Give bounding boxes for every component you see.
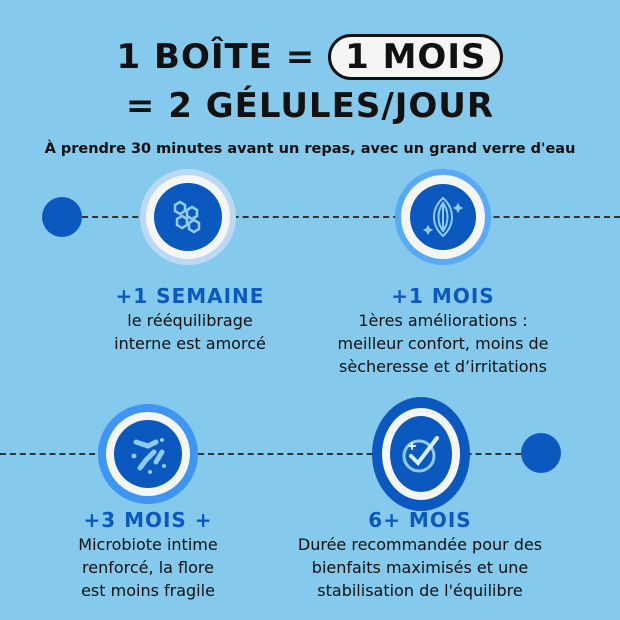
step-2-label: +1 MOIS [391,284,495,308]
step-2-icon-wrap [395,169,491,265]
desc-line: stabilisation de l'équilibre [317,581,523,600]
desc-line: interne est amorcé [114,334,266,353]
intimate-icon [410,184,476,250]
step-1-icon-wrap [140,169,236,265]
step-2-description [313,309,573,378]
step-4-icon-wrap [372,397,470,511]
duration-pill: 1 MOIS [328,34,503,80]
step-4-label: 6+ MOIS [368,508,472,532]
step-3-label: +3 MOIS + [83,508,213,532]
step-3-description [38,533,258,602]
step-1-label: +1 SEMAINE [115,284,265,308]
desc-line: renforcé, la flore [82,558,214,577]
subtitle: À prendre 30 minutes avant un repas, avec un grand verre d'eau [44,141,576,157]
desc-line: est moins fragile [81,581,215,600]
desc-line: bienfaits maximisés et une [311,558,529,577]
title-line-2: = 2 GÉLULES/JOUR [125,86,495,126]
desc-line: le rééquilibrage [127,311,253,330]
timeline-start-dot [42,197,82,237]
timeline-end-dot [521,433,561,473]
step-1-description [80,309,300,355]
title-prefix: 1 BOÎTE = [116,37,316,77]
desc-line: Microbiote intime [78,535,218,554]
microbiota-icon [114,420,182,488]
title-line-1 [0,34,620,80]
cells-icon [154,183,222,251]
desc-line: sècheresse et d’irritations [339,357,547,376]
step-3-icon-wrap [98,404,198,504]
check-badge-icon [390,416,452,492]
step-4-description [265,533,575,602]
desc-line: Durée recommandée pour des [297,535,543,554]
desc-line: 1ères améliorations : [358,311,528,330]
desc-line: meilleur confort, moins de [337,334,549,353]
